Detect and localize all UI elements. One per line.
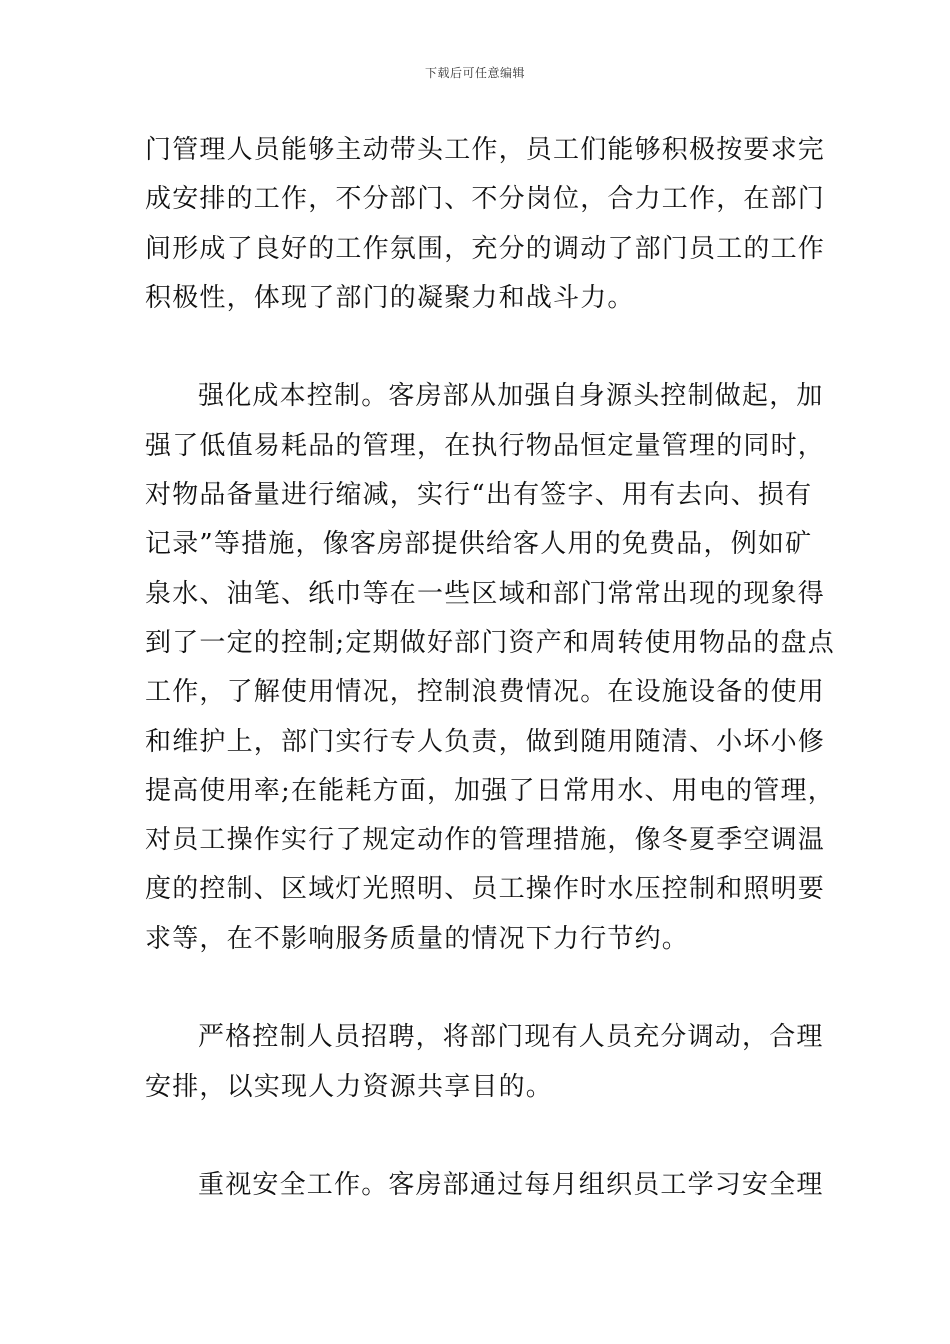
- text-line: 和维护上，部门实行专人负责，做到随用随清、小坏小修: [145, 726, 826, 757]
- text-line: 安排，以实现人力资源共享目的。: [145, 1071, 554, 1102]
- text-line: 到了一定的控制;定期做好部门资产和周转使用物品的盘点: [145, 627, 835, 658]
- text-line: 间形成了良好的工作氛围，充分的调动了部门员工的工作: [145, 233, 826, 264]
- paragraph: [145, 126, 826, 323]
- text-line: 成安排的工作，不分部门、不分岗位，合力工作，在部门: [145, 184, 826, 215]
- text-line: 泉水、油笔、纸巾等在一些区域和部门常常出现的现象得: [145, 578, 826, 609]
- text-line: 对物品备量进行缩减，实行“出有签字、用有去向、损有: [145, 480, 813, 511]
- text-line: 求等，在不影响服务质量的情况下力行节约。: [145, 923, 690, 954]
- document-body: [145, 126, 835, 1211]
- text-line: 提高使用率;在能耗方面，加强了日常用水、用电的管理，: [145, 775, 835, 806]
- paragraph: [145, 1161, 824, 1210]
- paragraph-spacer: [145, 964, 810, 1013]
- text-line: 工作，了解使用情况，控制浪费情况。在设施设备的使用: [145, 677, 826, 708]
- text-line: 门管理人员能够主动带头工作，员工们能够积极按要求完: [145, 135, 826, 165]
- page-header: 下载后可任意编辑: [424, 66, 525, 80]
- paragraph-spacer: [145, 323, 810, 372]
- text-line: 重视安全工作。客房部通过每月组织员工学习安全理: [198, 1170, 824, 1201]
- text-line: 度的控制、区域灯光照明、员工操作时水压控制和照明要: [145, 874, 826, 905]
- text-line: 积极性，体现了部门的凝聚力和战斗力。: [145, 282, 635, 313]
- paragraph: [145, 1013, 824, 1112]
- text-line: 记录”等措施，像客房部提供给客人用的免费品，例如矿: [145, 529, 813, 560]
- text-line: 强化成本控制。客房部从加强自身源头控制做起，加: [198, 381, 824, 412]
- text-line: 对员工操作实行了规定动作的管理措施，像冬夏季空调温: [145, 825, 826, 856]
- paragraph-spacer: [145, 1112, 810, 1161]
- text-line: 严格控制人员招聘，将部门现有人员充分调动，合理: [198, 1022, 824, 1053]
- text-line: 强了低值易耗品的管理，在执行物品恒定量管理的同时，: [145, 430, 826, 461]
- paragraph: [145, 372, 835, 964]
